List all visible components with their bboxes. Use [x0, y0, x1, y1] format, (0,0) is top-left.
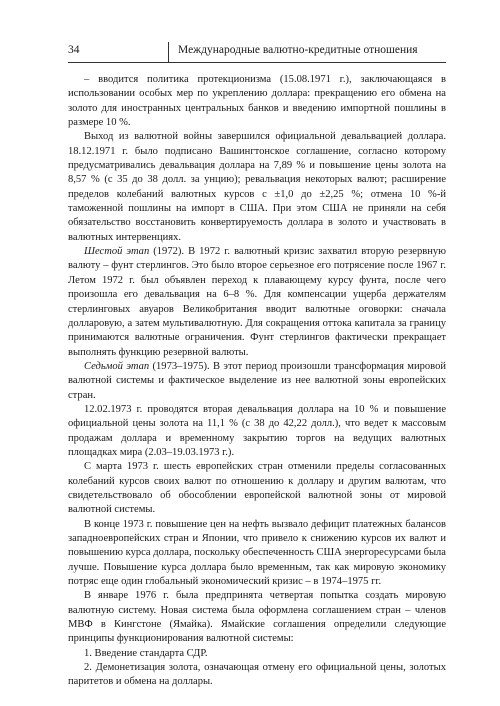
paragraph — [68, 360, 446, 403]
paragraph — [68, 518, 446, 590]
list-item-text: 1. Введение стандарта СДР. — [84, 647, 208, 659]
paragraph — [68, 589, 446, 646]
list-item-text: 2. Демонетизация золота, означающая отмену его официальной цены, золотых паритетов и обмена на доллары. — [68, 662, 446, 688]
paragraph-text: 12.02.1973 г. проводятся вторая девальвация доллара на 10 % и повышение официальной цены золота на 11,1 % (с 38 до 42,22 долл.), что ведет к массовым продажам доллара и временному закрытию торгов на ведущих валютных площадках мира (2.03–19.03.1973 г.). — [68, 403, 446, 458]
stage-title: Седьмой этап — [84, 360, 150, 372]
paragraph-text: (1972). В 1972 г. валютный кризис захватил вторую резервную валюту – фунт стерлингов. Это было второе серьезное его потрясение после 1967 г. Летом 1972 г. был объявлен переход к плавающему курсу фунта, после чего произошла его девальвация на 6–8 %. Для компенсации ущерба держателям стерлинговых авуаров Великобритания вводит валютные оговорки: сначала долларовую, а затем мультивалютную. Для сокращения оттока капитала за границу принимаются валютные ограничения. Фунт стерлингов фактически прекращает выполнять функцию резервной валюты. — [68, 246, 446, 358]
paragraph — [68, 73, 446, 130]
paragraph — [68, 460, 446, 517]
page-header — [68, 44, 446, 60]
header-rule — [68, 62, 446, 63]
paragraph-text: – вводится политика протекционизма (15.08.1971 г.), заключающаяся в использовании особых мер по укреплению доллара: прекращению его обмена на золото для иностранных центральных банков и введению импортной пошлины в размере 10 %. — [68, 74, 446, 129]
stage-title: Шестой этап — [84, 246, 150, 258]
paragraph-text: С марта 1973 г. шесть европейских стран отменили пределы согласованных колебаний курсов своих валют по отношению к доллару и другим валютам, что свидетельствовало об обособлении европейской валютной зоны от мировой валютной системы. — [68, 461, 446, 516]
paragraph — [68, 403, 446, 460]
list-item — [68, 661, 446, 690]
list-item — [68, 647, 446, 661]
paragraph-text: В январе 1976 г. была предпринята четвертая попытка создать мировую валютную систему. Новая система была оформлена соглашением стран – членов МВФ в Кингстоне (Ямайка). Ямайские соглашения определили следующие принципы функционирования валютной системы: — [68, 590, 446, 645]
paragraph-text: Выход из валютной войны завершился официальной девальвацией доллара. 18.12.1971 г. было подписано Вашингтонское соглашение, согласно которому предусматривались девальвация доллара на 7,89 % и повышение цены золота на 8,57 % (с 35 до 38 долл. за унцию); ревальвация некоторых валют; расширение пределов колебаний валютных курсов с ±1,0 до ±2,25 %; отмена 10 %-й таможенной пошлины на импорт в США. При этом США не приняли на себя обязательство восстановить конвертируемость доллара в золото и участвовать в валютных интервенциях. — [68, 131, 446, 243]
header-divider — [168, 42, 169, 62]
running-title: Международные валютно-кредитные отношения — [178, 44, 418, 56]
body-text — [68, 73, 446, 690]
paragraph — [68, 245, 446, 360]
page-number: 34 — [68, 44, 80, 56]
paragraph-text: В конце 1973 г. повышение цен на нефть вызвало дефицит платежных балансов западноевропейских стран и Японии, что привело к снижению курсов их валют и повышению курса доллара, поскольку обеспеченность США энергоресурсами была лучше. Повышение курса доллара было временным, так как мировую экономику потряс еще один глобальный экономический кризис – в 1974–1975 гг. — [68, 518, 446, 588]
paragraph — [68, 130, 446, 245]
paragraph-text: (1973–1975). В этот период произошли трансформация мировой валютной системы и фактическое выделение из нее валютной зоны европейских стран. — [68, 360, 446, 401]
